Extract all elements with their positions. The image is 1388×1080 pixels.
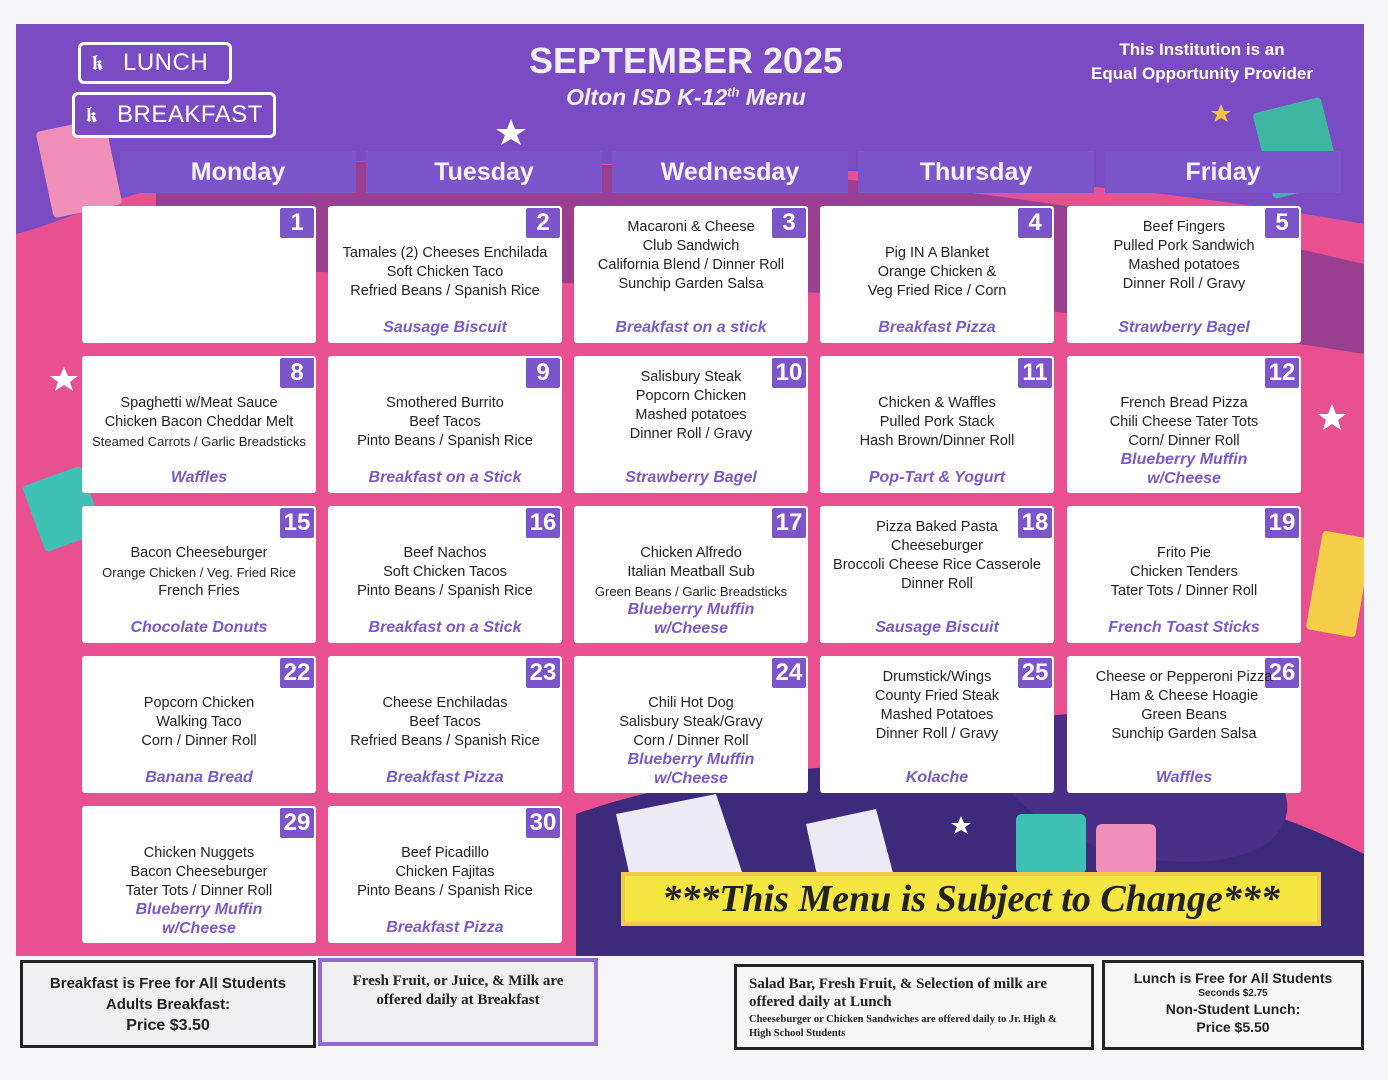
day-number: 17 bbox=[772, 508, 806, 538]
subject-to-change-notice: ***This Menu is Subject to Change*** bbox=[621, 872, 1321, 926]
lunch-item: Cheese or Pepperoni Pizza bbox=[1095, 669, 1273, 685]
non-student-price-text: Price $5.50 bbox=[1196, 1019, 1270, 1035]
lunch-item: Salisbury Steak/Gravy bbox=[619, 714, 763, 730]
day-cell bbox=[1067, 206, 1301, 343]
lunch-item: Refried Beans / Spanish Rice bbox=[350, 733, 540, 749]
lunch-item: Green Beans bbox=[1141, 707, 1227, 723]
page-title: SEPTEMBER 2025 bbox=[528, 40, 844, 81]
day-number: 30 bbox=[526, 808, 560, 838]
lunch-menu bbox=[328, 694, 562, 751]
lunch-item: Popcorn Chicken bbox=[635, 388, 747, 404]
day-cell bbox=[1067, 356, 1301, 493]
breakfast-item: Waffles bbox=[1155, 769, 1213, 786]
salad-bar-text: Salad Bar, Fresh Fruit, & Selection of milk are offered daily at Lunch bbox=[749, 976, 1048, 1010]
day-number: 11 bbox=[1018, 358, 1052, 388]
lunch-item: Corn / Dinner Roll bbox=[141, 733, 257, 749]
day-cell bbox=[328, 806, 562, 943]
lunch-item: County Fried Steak bbox=[874, 688, 1000, 704]
subtitle-end: Menu bbox=[739, 84, 806, 110]
breakfast-item: Strawberry Bagel bbox=[1118, 319, 1250, 336]
footer-lunch-box bbox=[1102, 960, 1364, 1050]
day-cell bbox=[820, 506, 1054, 643]
lunch-menu bbox=[1067, 544, 1301, 601]
day-header-thursday: Thursday bbox=[858, 151, 1094, 193]
lunch-item: Italian Meatball Sub bbox=[627, 564, 755, 580]
breakfast-item: Strawberry Bagel bbox=[625, 469, 757, 486]
breakfast-item: Kolache bbox=[905, 769, 969, 786]
lunch-item: Dinner Roll / Gravy bbox=[629, 426, 753, 442]
subtitle-sup: th bbox=[727, 84, 740, 100]
lunch-item: French Bread Pizza bbox=[1120, 395, 1248, 411]
breakfast-item: Sausage Biscuit bbox=[875, 619, 999, 636]
day-cell bbox=[82, 356, 316, 493]
menu-sheet bbox=[16, 24, 1364, 956]
lunch-item: Mashed Potatoes bbox=[880, 707, 994, 723]
lunch-item: Veg Fried Rice / Corn bbox=[867, 283, 1007, 299]
day-number: 10 bbox=[772, 358, 806, 388]
lunch-item: Sunchip Garden Salsa bbox=[618, 276, 764, 292]
day-cell bbox=[82, 656, 316, 793]
day-header-wednesday: Wednesday bbox=[612, 151, 848, 193]
day-number: 22 bbox=[280, 658, 314, 688]
breakfast-free-text: Breakfast is Free for All Students bbox=[49, 975, 287, 992]
day-cell bbox=[328, 506, 562, 643]
breakfast-item: Breakfast on a Stick bbox=[368, 469, 522, 486]
lunch-item: Cheese Enchiladas bbox=[382, 695, 508, 711]
lunch-item: Chicken Alfredo bbox=[640, 545, 742, 561]
eop-line-1: This Institution is an bbox=[1119, 40, 1285, 59]
lunch-menu bbox=[574, 218, 808, 294]
non-student-lunch-text: Non-Student Lunch: bbox=[1165, 1001, 1301, 1017]
lunch-menu bbox=[1067, 668, 1301, 744]
page-subtitle bbox=[436, 84, 936, 111]
lunch-item: Orange Chicken / Veg. Fried Rice bbox=[102, 565, 296, 580]
lunch-item: Orange Chicken & bbox=[877, 264, 997, 280]
lunch-item: Chicken Tenders bbox=[1130, 564, 1238, 580]
lunch-menu bbox=[574, 368, 808, 444]
lunch-item: Club Sandwich bbox=[642, 238, 740, 254]
footer-fresh-fruit-box bbox=[318, 958, 598, 1046]
lunch-item: Pizza Baked Pasta bbox=[876, 519, 998, 535]
sandwich-note-text: Cheeseburger or Chicken Sandwiches are offered daily to Jr. High & High School Students bbox=[749, 1014, 1057, 1039]
lunch-item: Pinto Beans / Spanish Rice bbox=[357, 883, 533, 899]
day-number: 12 bbox=[1265, 358, 1299, 388]
day-number: 16 bbox=[526, 508, 560, 538]
day-number: 4 bbox=[1018, 208, 1052, 238]
lunch-item: Salisbury Steak bbox=[640, 369, 742, 385]
day-cell bbox=[328, 356, 562, 493]
fork-icon: 𝖐 bbox=[85, 102, 99, 127]
day-number: 1 bbox=[280, 208, 314, 238]
day-cell bbox=[328, 206, 562, 343]
day-number: 19 bbox=[1265, 508, 1299, 538]
day-number: 2 bbox=[526, 208, 560, 238]
lunch-item: California Blend / Dinner Roll bbox=[597, 257, 785, 273]
lunch-item: Beef Nachos bbox=[403, 545, 487, 561]
lunch-item: Hash Brown/Dinner Roll bbox=[859, 433, 1015, 449]
day-cell bbox=[82, 506, 316, 643]
lunch-item: Beef Tacos bbox=[409, 714, 481, 730]
breakfast-item: Sausage Biscuit bbox=[383, 319, 507, 336]
lunch-menu bbox=[82, 844, 316, 901]
lunch-free-text: Lunch is Free for All Students bbox=[1133, 970, 1333, 986]
lunch-item: Pinto Beans / Spanish Rice bbox=[357, 583, 533, 599]
lunch-item: Frito Pie bbox=[1157, 545, 1211, 561]
day-number: 23 bbox=[526, 658, 560, 688]
eop-line-2: Equal Opportunity Provider bbox=[1091, 64, 1313, 83]
lunch-item: Ham & Cheese Hoagie bbox=[1109, 688, 1259, 704]
day-number: 29 bbox=[280, 808, 314, 838]
lunch-item: Pig IN A Blanket bbox=[885, 245, 989, 261]
day-number: 24 bbox=[772, 658, 806, 688]
lunch-item: Cheeseburger bbox=[891, 538, 983, 554]
footer-salad-bar-box bbox=[734, 964, 1094, 1050]
lunch-item: Chicken Bacon Cheddar Melt bbox=[104, 414, 294, 430]
seconds-price-text: Seconds $2.75 bbox=[1198, 988, 1268, 999]
day-number: 5 bbox=[1265, 208, 1299, 238]
lunch-item: Tater Tots / Dinner Roll bbox=[1110, 583, 1258, 599]
breakfast-item: Blueberry Muffin w/Cheese bbox=[1120, 451, 1248, 487]
lunch-item: Dinner Roll bbox=[901, 576, 973, 592]
lunch-menu bbox=[328, 544, 562, 601]
lunch-item: Chicken Nuggets bbox=[143, 845, 255, 861]
lunch-item: Mashed potatoes bbox=[1128, 257, 1240, 273]
lunch-item: Spaghetti w/Meat Sauce bbox=[120, 395, 278, 411]
day-header-friday: Friday bbox=[1105, 151, 1341, 193]
fresh-fruit-breakfast-text: Fresh Fruit, or Juice, & Milk are offered daily at Breakfast bbox=[352, 973, 564, 1008]
day-header-monday: Monday bbox=[120, 151, 356, 193]
lunch-item: Dinner Roll / Gravy bbox=[1122, 276, 1246, 292]
breakfast-item: Breakfast Pizza bbox=[878, 319, 996, 336]
lunch-item: Chicken Fajitas bbox=[395, 864, 495, 880]
lunch-item: Dinner Roll / Gravy bbox=[875, 726, 999, 742]
lunch-item: Pinto Beans / Spanish Rice bbox=[357, 433, 533, 449]
lunch-item: Smothered Burrito bbox=[386, 395, 504, 411]
day-cell bbox=[328, 656, 562, 793]
breakfast-item: French Toast Sticks bbox=[1108, 619, 1260, 636]
lunch-menu bbox=[820, 668, 1054, 744]
lunch-menu bbox=[574, 694, 808, 751]
lunch-item: Mashed potatoes bbox=[635, 407, 747, 423]
day-number: 15 bbox=[280, 508, 314, 538]
breakfast-legend-label: BREAKFAST bbox=[117, 101, 263, 128]
lunch-menu bbox=[820, 244, 1054, 301]
subtitle-main: Olton ISD K-12 bbox=[566, 84, 728, 110]
footer-breakfast-box bbox=[20, 960, 316, 1048]
lunch-item: Beef Tacos bbox=[409, 414, 481, 430]
day-cell bbox=[820, 356, 1054, 493]
breakfast-item: Blueberry Muffin w/Cheese bbox=[627, 601, 755, 637]
day-cell bbox=[574, 356, 808, 493]
lunch-menu bbox=[328, 844, 562, 901]
breakfast-item: Breakfast Pizza bbox=[386, 769, 504, 786]
day-cell bbox=[574, 656, 808, 793]
adults-breakfast-price: Price $3.50 bbox=[126, 1017, 210, 1034]
lunch-item: French Fries bbox=[158, 583, 240, 599]
lunch-item: Tamales (2) Cheeses Enchilada bbox=[342, 245, 548, 261]
lunch-menu bbox=[820, 518, 1054, 594]
adults-breakfast-text: Adults Breakfast: bbox=[105, 996, 231, 1013]
day-cell bbox=[574, 506, 808, 643]
lunch-menu bbox=[82, 394, 316, 451]
breakfast-item: Banana Bread bbox=[145, 769, 253, 786]
day-cell bbox=[820, 206, 1054, 343]
lunch-item: Bacon Cheeseburger bbox=[130, 545, 268, 561]
breakfast-item: Breakfast on a stick bbox=[615, 319, 767, 336]
day-cell bbox=[1067, 506, 1301, 643]
breakfast-item: Waffles bbox=[170, 469, 228, 486]
day-number: 8 bbox=[280, 358, 314, 388]
equal-opportunity-statement bbox=[1052, 38, 1352, 86]
lunch-item: Walking Taco bbox=[156, 714, 242, 730]
lunch-item: Tater Tots / Dinner Roll bbox=[125, 883, 273, 899]
breakfast-item: Chocolate Donuts bbox=[130, 619, 268, 636]
lunch-item: Drumstick/Wings bbox=[882, 669, 992, 685]
lunch-item: Bacon Cheeseburger bbox=[130, 864, 268, 880]
breakfast-item: Breakfast Pizza bbox=[386, 919, 504, 936]
day-number: 18 bbox=[1018, 508, 1052, 538]
lunch-menu bbox=[82, 694, 316, 751]
day-number: 9 bbox=[526, 358, 560, 388]
lunch-item: Macaroni & Cheese bbox=[627, 219, 755, 235]
day-cell bbox=[82, 206, 316, 343]
day-cell bbox=[820, 656, 1054, 793]
breakfast-item: Blueberry Muffin w/Cheese bbox=[135, 901, 263, 937]
lunch-legend bbox=[78, 42, 232, 84]
lunch-menu bbox=[820, 394, 1054, 451]
lunch-item: Beef Fingers bbox=[1142, 219, 1226, 235]
lunch-item: Soft Chicken Tacos bbox=[383, 564, 507, 580]
lunch-item: Pulled Pork Stack bbox=[879, 414, 995, 430]
lunch-item: Corn / Dinner Roll bbox=[633, 733, 749, 749]
lunch-item: Pulled Pork Sandwich bbox=[1113, 238, 1255, 254]
breakfast-item: Pop-Tart & Yogurt bbox=[868, 469, 1006, 486]
lunch-menu bbox=[574, 544, 808, 601]
day-cell bbox=[574, 206, 808, 343]
lunch-item: Corn/ Dinner Roll bbox=[1128, 433, 1240, 449]
day-cell bbox=[1067, 656, 1301, 793]
fork-icon: 𝖐 bbox=[91, 50, 105, 75]
day-number: 26 bbox=[1265, 658, 1299, 688]
lunch-legend-label: LUNCH bbox=[123, 49, 209, 76]
breakfast-item: Blueberry Muffin w/Cheese bbox=[627, 751, 755, 787]
breakfast-item: Breakfast on a Stick bbox=[368, 619, 522, 636]
lunch-item: Steamed Carrots / Garlic Breadsticks bbox=[92, 434, 306, 449]
lunch-menu bbox=[1067, 218, 1301, 294]
lunch-menu bbox=[82, 544, 316, 601]
lunch-item: Chili Hot Dog bbox=[648, 695, 734, 711]
lunch-item: Popcorn Chicken bbox=[143, 695, 255, 711]
lunch-item: Chili Cheese Tater Tots bbox=[1109, 414, 1259, 430]
lunch-menu bbox=[328, 394, 562, 451]
day-cell bbox=[82, 806, 316, 943]
lunch-item: Green Beans / Garlic Breadsticks bbox=[594, 584, 788, 599]
day-header-tuesday: Tuesday bbox=[366, 151, 602, 193]
lunch-item: Refried Beans / Spanish Rice bbox=[350, 283, 540, 299]
lunch-item: Chicken & Waffles bbox=[878, 395, 996, 411]
lunch-item: Soft Chicken Taco bbox=[386, 264, 504, 280]
day-number: 25 bbox=[1018, 658, 1052, 688]
lunch-item: Beef Picadillo bbox=[401, 845, 489, 861]
lunch-menu bbox=[328, 244, 562, 301]
lunch-item: Sunchip Garden Salsa bbox=[1111, 726, 1257, 742]
day-number: 3 bbox=[772, 208, 806, 238]
lunch-item: Broccoli Cheese Rice Casserole bbox=[833, 557, 1041, 573]
lunch-menu bbox=[1067, 394, 1301, 451]
breakfast-legend bbox=[72, 92, 276, 138]
